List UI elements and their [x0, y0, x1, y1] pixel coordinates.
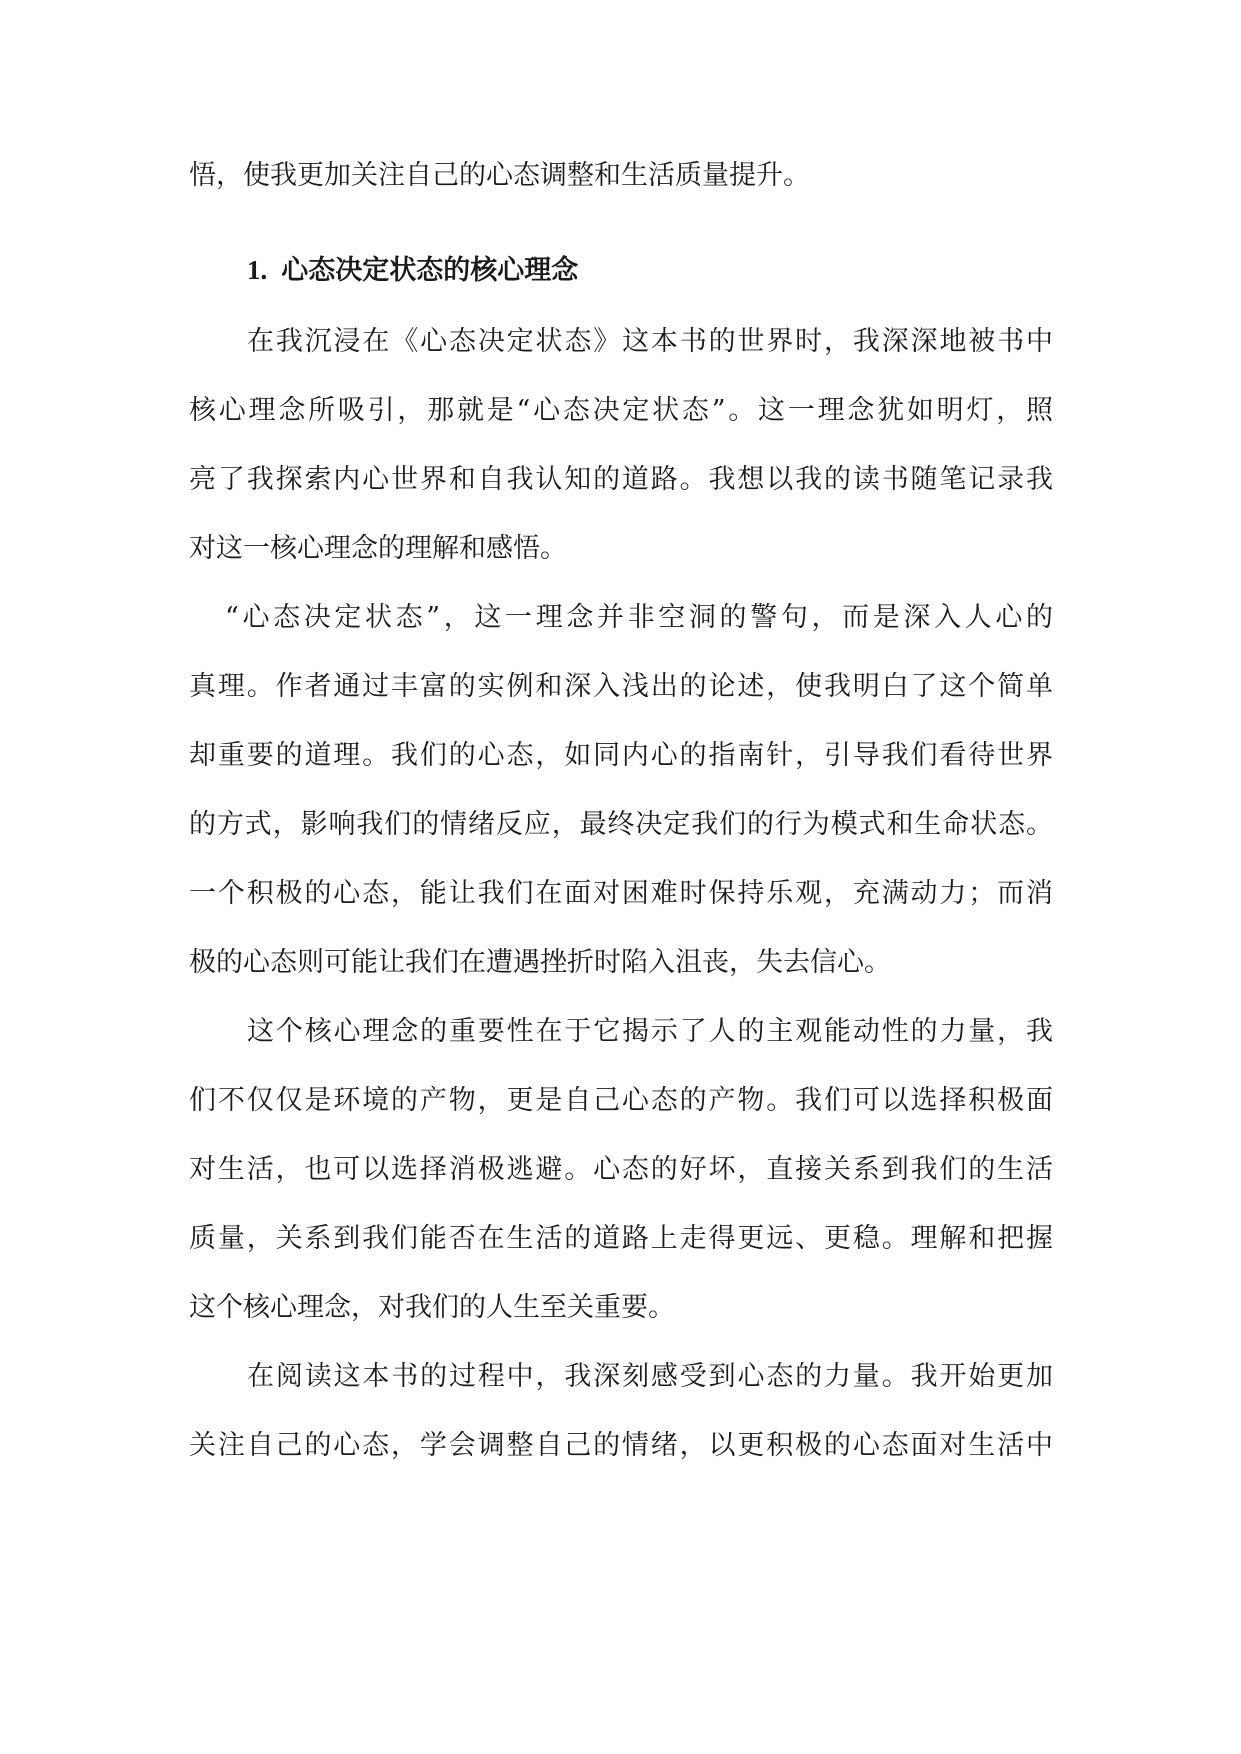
paragraph-3 [189, 997, 1053, 1342]
paragraph-line: 亮了我探索内心世界和自我认知的道路。我想以我的读书随笔记录我 [189, 464, 1053, 495]
paragraph-line: 真理。作者通过丰富的实例和深入浅出的论述，使我明白了这个简单 [189, 671, 1053, 702]
paragraph-line: 质量，关系到我们能否在生活的道路上走得更远、更稳。理解和把握 [189, 1223, 1053, 1254]
section-title: 心态决定状态的核心理念 [281, 255, 579, 286]
paragraph-line: 这个核心理念，对我们的人生至关重要。 [189, 1292, 675, 1323]
section-heading [247, 236, 1053, 305]
paragraph-line: 极的心态则可能让我们在遭遇挫折时陷入沮丧，失去信心。 [189, 947, 891, 978]
paragraph-line: 却重要的道理。我们的心态，如同内心的指南针，引导我们看待世界 [189, 740, 1053, 771]
paragraph-line: 一个积极的心态，能让我们在面对困难时保持乐观，充满动力；而消 [189, 878, 1053, 909]
paragraph-line: 对这一核心理念的理解和感悟。 [189, 533, 567, 564]
paragraph-line: 在我沉浸在《心态决定状态》这本书的世界时，我深深地被书中 [247, 326, 1053, 357]
paragraph-line: 关注自己的心态，学会调整自己的情绪，以更积极的心态面对生活中 [189, 1430, 1053, 1461]
paragraph-line: 在阅读这本书的过程中，我深刻感受到心态的力量。我开始更加 [247, 1361, 1053, 1392]
paragraph-line: “心态决定状态”，这一理念并非空洞的警句，而是深入人心的 [225, 602, 1053, 633]
paragraph-line: 对生活，也可以选择消极逃避。心态的好坏，直接关系到我们的生活 [189, 1154, 1053, 1185]
text-column [189, 141, 1053, 1480]
paragraph-line: 核心理念所吸引，那就是“心态决定状态”。这一理念犹如明灯，照 [189, 395, 1053, 426]
paragraph-line: 们不仅仅是环境的产物，更是自己心态的产物。我们可以选择积极面 [189, 1085, 1053, 1116]
opening-line: 悟，使我更加关注自己的心态调整和生活质量提升。 [189, 160, 810, 191]
paragraph-line: 这个核心理念的重要性在于它揭示了人的主观能动性的力量，我 [247, 1016, 1053, 1047]
paragraph-2 [189, 583, 1053, 997]
paragraph-4 [189, 1342, 1053, 1480]
section-number: 1. [247, 255, 268, 285]
paragraph-line: 的方式，影响我们的情绪反应，最终决定我们的行为模式和生命状态。 [189, 809, 1053, 840]
paragraph-1 [189, 307, 1053, 583]
